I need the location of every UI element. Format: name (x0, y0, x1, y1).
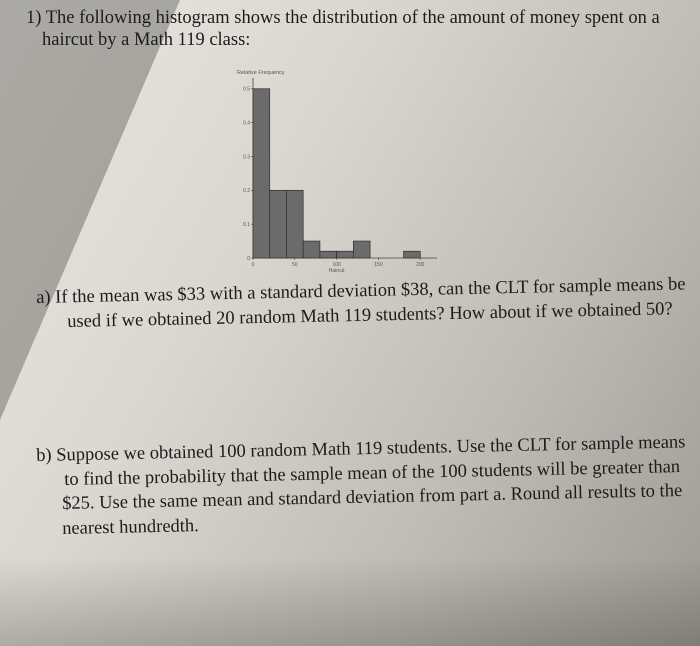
part-b-text-line1: Suppose we obtained 100 random Math 119 students. Use the CLT for sample means (56, 432, 686, 466)
histogram-chart (225, 62, 445, 282)
part-a-text-line2: used if we obtained 20 random Math 119 students? How about if we obtained 50? (67, 299, 673, 332)
histogram-bar-5 (337, 251, 354, 258)
histogram-bar-4 (320, 251, 337, 258)
intro-text-line1: The following histogram shows the distribution of the amount of money spent on a (45, 8, 660, 28)
y-tick-label: 0 (247, 255, 250, 262)
part-a-label: a) (36, 287, 51, 308)
x-tick-label: 150 (374, 262, 383, 268)
histogram-bar-7 (404, 251, 421, 258)
x-tick-label: 200 (416, 262, 425, 268)
histogram-bar-6 (353, 241, 370, 258)
y-tick-label: 0.4 (243, 120, 250, 127)
histogram-bar-3 (303, 241, 320, 258)
y-axis-label: Relative Frequency (237, 70, 285, 76)
shadow-overlay-bottom (0, 556, 700, 646)
part-b-text-line2: to find the probability that the sample mean of the 100 students will be greater than (64, 457, 681, 490)
x-tick-label: 0 (251, 262, 255, 268)
y-tick-label: 0.5 (243, 86, 250, 93)
shadow-overlay (0, 0, 180, 420)
question-number: 1) (26, 8, 42, 28)
question-line-1 (26, 8, 660, 29)
part-a-text-line1: If the mean was $33 with a standard deviation $38, can the CLT for sample means be (54, 274, 686, 308)
part-b-label: b) (36, 445, 52, 466)
y-tick-label: 0.3 (243, 154, 250, 161)
y-tick-label: 0.2 (243, 188, 250, 195)
x-axis-label: Haircut (328, 268, 345, 274)
histogram-bar-1 (270, 190, 287, 258)
part-b-text-line3: $25. Use the same mean and standard deviation from part a. Round all results to the (62, 481, 683, 514)
x-tick-label: 50 (292, 262, 298, 268)
intro-text-line2: haircut by a Math 119 class: (42, 30, 251, 50)
y-tick-label: 0.1 (243, 221, 250, 228)
histogram-bar-2 (286, 190, 303, 258)
part-b-text-line4: nearest hundredth. (62, 516, 200, 539)
x-tick-label: 100 (332, 262, 341, 268)
histogram-bar-0 (253, 89, 270, 258)
